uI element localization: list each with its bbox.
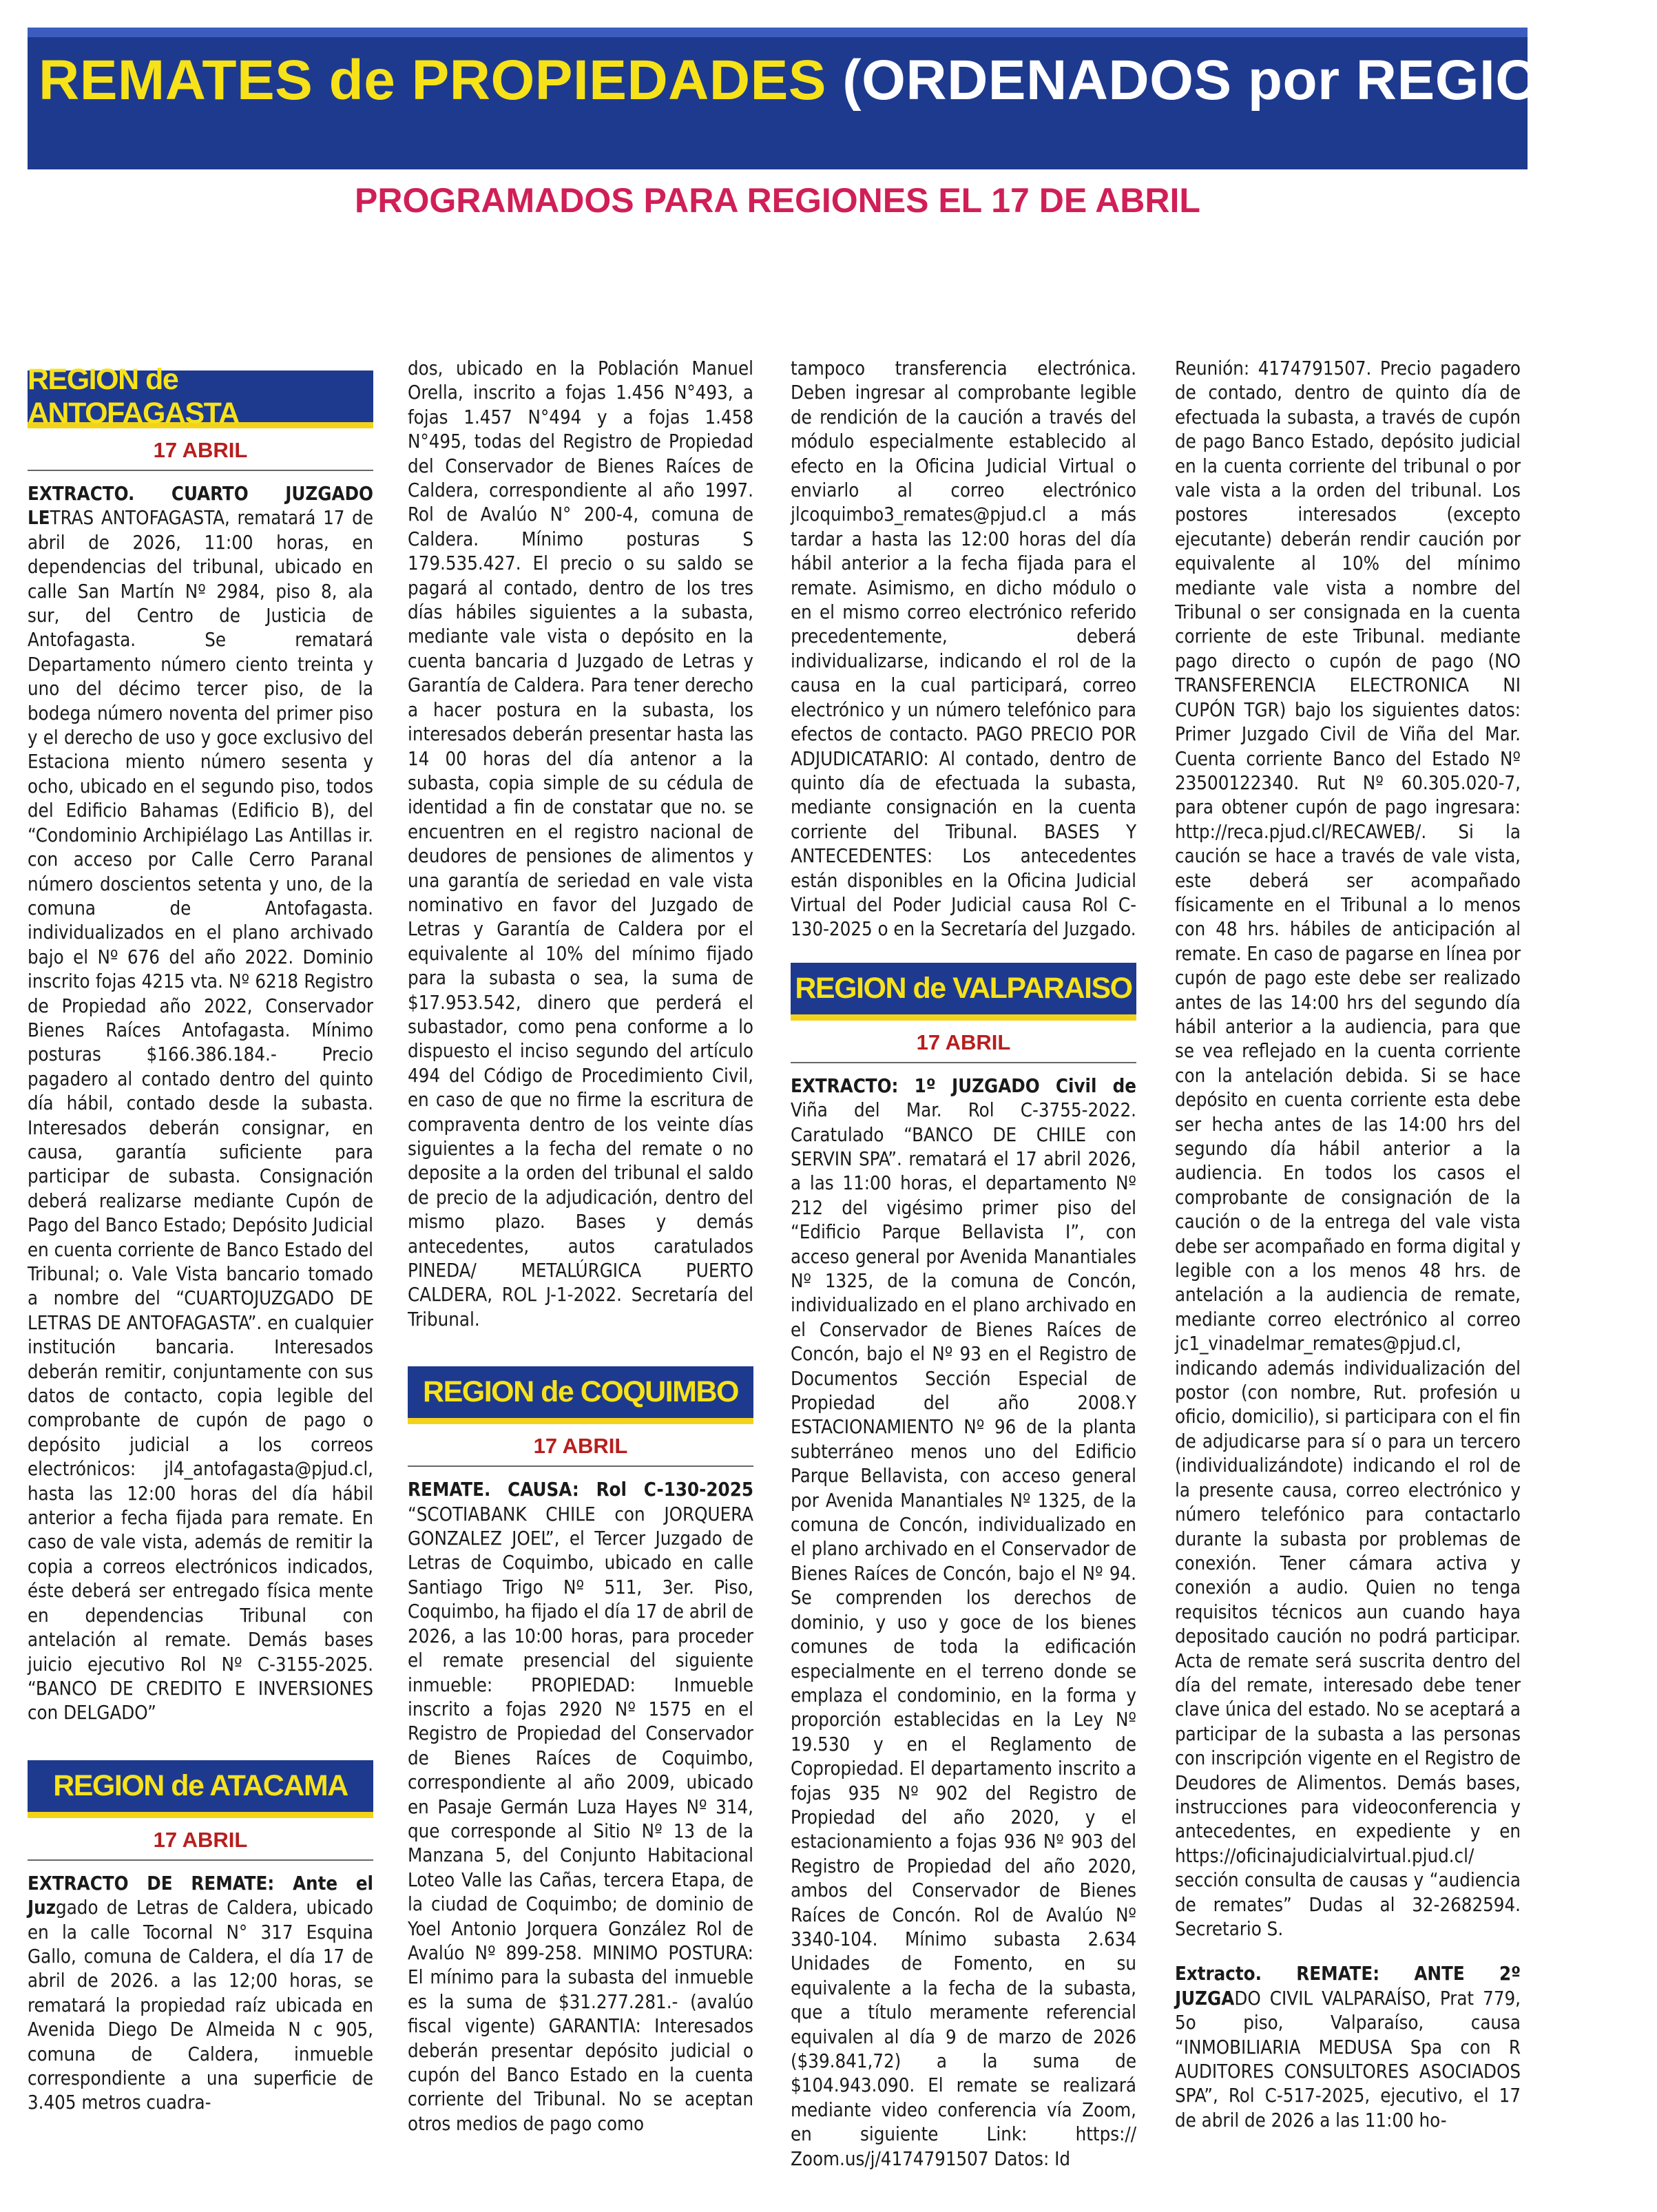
column-2 — [408, 357, 753, 2136]
notice-atacama — [28, 1872, 373, 2116]
notice-valparaiso — [791, 1074, 1136, 2171]
notice-coquimbo-continued: tampoco transferencia electrónica. Deben ingresar al comprobante legible de rendición de la caución a través del módulo especialmente establecido al efecto en la Oficina Judicial Virtual o enviarlo al correo electrónico jlcoquimbo3_remates@pjud.cl a más tardar a hasta las 12:00 horas del día hábil anterior a la fecha fijada para el remate. Asimismo, en dicho módulo o en el mismo correo electrónico referido precedentemente, deberá individualizarse, indicando el rol de la causa en la cual participará, correo electrónico y un número telefónico para efectos de contacto. PAGO PRECIO POR ADJUDICATARIO: Al contado, dentro de quinto día de efectuada la subasta, mediante consignación en la cuenta corriente del Tribunal. BASES Y ANTECEDENTES: Los antecedentes están disponibles en la Oficina Judicial Virtual del Poder Judicial causa Rol C-130-2025 o en la Secretaría del Juzgado. — [791, 358, 1136, 941]
date-row — [28, 1828, 373, 1861]
auction-date: 17 ABRIL — [533, 1434, 628, 1459]
notice-body: DO CIVIL VALPARAÍSO, Prat 779, 5o piso, Valparaíso, causa “INMOBILIARIA MEDUSA Spa con R AUDITORES CONSULTORES ASOCIADOS SPA”, Rol C-517-2025, ejecutivo, el 17 de abril de 2026 a las 11:00 ho- — [1175, 1987, 1521, 2131]
notice-lead: EXTRACTO: 1º JUZGADO Civil de — [791, 1075, 1136, 1097]
notice-body: gado de Letras de Caldera, ubicado en la calle Tocornal N° 317 Esquina Gallo, comuna de Caldera, el día 17 de abril de 2026. a las 12;00 horas, se rematará la propiedad raíz ubicada en Avenida Diego De Almeida N c 905, comuna de Caldera, inmueble correspondiente a una superficie de 3.405 metros cuadra- — [28, 1897, 373, 2114]
notice-body: Viña del Mar. Rol C-3755-2022. Caratulado “BANCO DE CHILE con SERVIN SPA”. rematará el 17 abril 2026, a las 11:00 horas, el departamento Nº 212 del vigésimo primer piso del “Edificio Parque Bellavista I”, con acceso general por Avenida Manantiales Nº 1325, de la comuna de Concón, individualizado en el plano archivado en el Conservador de Bienes Raíces de Concón, bajo el Nº 93 en el Registro de Documentos Sección Especial de Propiedad del año 2008.Y ESTACIONAMIENTO Nº 96 de la planta subterráneo menos uno del Edificio Parque Bellavista, con acceso general por Avenida Manantiales Nº 1325, de la comuna de Concón, individualizado en el plano archivado en el Conservador de Bienes Raíces de Concón, bajo el Nº 94. Se comprenden los derechos de dominio, y uso y goce de los bienes comunes de toda la edificación especialmente en el terreno donde se emplaza el condominio, en la forma y proporción establecidas en la Ley Nº 19.530 y en el Reglamento de Copropiedad. El departamento inscrito a fojas 935 Nº 902 del Registro de Propiedad del año 2020, y el estacionamiento a fojas 936 Nº 903 del Registro de Propiedad del año 2020, ambos del Conservador de Bienes Raíces de Concón. Rol de Avalúo Nº 3340-104. Mínimo subasta 2.634 Unidades de Fomento, en su equivalente a la fecha de la subasta, que a título meramente referencial equivalen al día 9 de marzo de 2026 ($39.841,72) a la suma de $104.943.090. El remate se realizará mediante video conferencia vía Zoom, en siguiente Link: https:// Zoom.us/j/4174791507 Datos: Id — [791, 1100, 1136, 2170]
auction-date: 17 ABRIL — [153, 1827, 248, 1852]
notice-lead: EXTRACTO DE REMATE: Ante el Juz — [28, 1872, 373, 1919]
page-title-part2: (ORDENADOS por REGIONES — [826, 49, 1657, 112]
page-subtitle: PROGRAMADOS PARA REGIONES EL 17 DE ABRIL — [355, 181, 1200, 220]
region-header-valparaiso — [791, 963, 1136, 1021]
auction-date: 17 ABRIL — [153, 438, 248, 462]
region-header-antofagasta — [28, 362, 373, 430]
notice-valparaiso-continued: Reunión: 4174791507. Precio pagadero de contado, dentro de quinto día de efectuada la subasta, a través de cupón de pago Banco Estado, depósito judicial en la cuenta corriente del tribunal o por vale vista a la orden del tribunal. Los postores interesados (excepto ejecutante) deberán rendir caución por equivalente al 10% del mínimo mediante vale vista a nombre del Tribunal o ser consignada en la cuenta corriente de este Tribunal. mediante pago directo o cupón de pago (NO TRANSFERENCIA ELECTRONICA NI CUPÓN TGR) bajo los siguientes datos: Primer Juzgado Civil de Viña del Mar. Cuenta corriente Banco del Estado Nº 23500122340. Rut Nº 60.305.020-7, para obtener cupón de pago ingresara: http://reca.pjud.cl/RECAWEB/. Si la caución se hace a través de vale vista, este deberá ser acompañado físicamente en el Tribunal a lo menos con 48 hrs. hábiles de anticipación al remate. En caso de pagarse en línea por cupón de pago este debe ser realizado antes de las 14:00 hrs del segundo día hábil anterior a la audiencia, para que se vea reflejado en la cuenta corriente con la antelación debida. Si se hace depósito en cuenta corriente esta debe ser hecha antes de las 14:00 hrs del segundo día hábil anterior a la audiencia. En todos los casos el comprobante de consignación de la caución o de la entrega del vale vista debe ser acompañado en forma digital y legible con a los menos 48 hrs. de antelación a la audiencia de remate, mediante correo electrónico al correo jc1_vinadelmar_remates@pjud.cl, indicando además individualización del postor (con nombre, Rut. profesión u oficio, domicilio), si participara con el fin de adjudicarse para sí o para un tercero (individualizándote) indicando el rol de la presente causa, correo electrónico y número telefónico para contactarlo durante la subasta por problemas de conexión. Tener cámara activa y conexión a audio. Quien no tenga requisitos técnicos aun cuando haya depositado caución no podrá participar. Acta de remate será suscrita dentro del día del remate, interesado debe tener clave única del estado. No se aceptará a participar de la subasta a las personas con inscripción vigente en el Registro de Deudores de Alimentos. Demás bases, instrucciones para videoconferencia y antecedentes, en expediente y en https://oficinajudicialvirtual.pjud.cl/ sección consulta de causas y “audiencia de remates” Dudas al 32-2682594. Secretario S. — [1175, 358, 1521, 1940]
notice-coquimbo — [408, 1478, 753, 2136]
region-title: REGION de VALPARAISO — [795, 971, 1132, 1005]
date-row — [28, 438, 373, 471]
region-header-coquimbo — [408, 1366, 753, 1424]
date-row — [408, 1434, 753, 1467]
region-title: REGION de ANTOFAGASTA — [28, 362, 239, 430]
notice-valparaiso-second — [1175, 1962, 1521, 2133]
auction-date: 17 ABRIL — [916, 1030, 1011, 1054]
region-title: REGION de COQUIMBO — [423, 1375, 738, 1409]
notice-body: TRAS ANTOFAGASTA, rematará 17 de abril de 2026, 11:00 horas, en dependencias del tribunal, ubicado en calle San Martín Nº 2984, piso 8, ala sur, del Centro de Justicia de Antofagasta. Se rematará Departamento número ciento treinta y uno del décimo tercer piso, de la bodega número noventa del primer piso y el derecho de uso y goce exclusivo del Estaciona miento número sesenta y ocho, ubicado en el segundo piso, todos del Edificio Bahamas (Edificio B), del “Condominio Archipiélago Las Antillas ir. con acceso por Calle Cerro Paranal número doscientos setenta y uno, de la comuna de Antofagasta. individualizados en el plano archivado bajo el Nº 676 del año 2022. Dominio inscrito fojas 4215 vta. Nº 6218 Registro de Propiedad año 2022, Conservador Bienes Raíces Antofagasta. Mínimo posturas $166.386.184.- Precio pagadero al contado dentro del quinto día hábil, contado desde la subasta. Interesados deberán consignar, en causa, garantía suficiente para participar de subasta. Consignación deberá realizarse mediante Cupón de Pago del Banco Estado; Depósito Judicial en cuenta corriente de Banco Estado del Tribunal; o. Vale Vista bancario tomado a nombre del “CUARTOJUZGADO DE LETRAS DE ANTOFAGASTA”. en cualquier institución bancaria. Interesados deberán remitir, conjuntamente con sus datos de contacto, copia legible del comprobante de cupón de pago o depósito judicial a los correos electrónicos: jl4_antofagasta@pjud.cl, hasta las 12:00 horas del día hábil anterior a fecha fijada para remate. En caso de vale vista, además de remitir la copia a correos electrónicos indicados, éste deberá ser entregado física mente en dependencias Tribunal con antelación al remate. Demás bases juicio ejecutivo Rol Nº C-3155-2025. “BANCO DE CREDITO E INVERSIONES con DELGADO” — [28, 508, 373, 1724]
notice-atacama-continued: dos, ubicado en la Población Manuel Orella, inscrito a fojas 1.456 N°493, a fojas 1.457 N°494 y a fojas 1.458 N°495, todas del Registro de Propiedad del Conservador de Bienes Raíces de Caldera, correspondiente al año 1997. Rol de Avalúo N° 200-4, comuna de Caldera. Mínimo posturas S 179.535.427. El precio o su saldo se pagará al contado, dentro de los tres días hábiles siguientes a la subasta, mediante vale vista o depósito en la cuenta bancaria d Juzgado de Letras y Garantía de Caldera. Para tener derecho a hacer postura en la subasta, los interesados deberán presentar hasta las 14 00 horas del día antenor a la subasta, copia simple de su cédula de identidad a fin de constatar que no. se encuentren en el registro nacional de deudores de pensiones de alimentos y una garantía de seriedad en vale vista nominativo en favor del Juzgado de Letras y Garantía de Caldera por el equivalente al 10% del mínimo fijado para la subasta o sea, la suma de $17.953.542, dinero que perderá el subastador, como pena conforme a lo dispuesto el inciso segundo del artículo 494 del Código de Procedimiento Civil, en caso de que no firme la escritura de compraventa dentro de los veinte días siguientes a la fecha del remate o no deposite a la orden del tribunal el saldo de precio de la adjudicación, dentro del mismo plazo. Bases y demás antecedentes, autos caratulados PINEDA/ METALÚRGICA PUERTO CALDERA, ROL J-1-2022. Secretaría del Tribunal. — [408, 358, 753, 1331]
notice-lead: Extracto. REMATE: ANTE 2º JUZGA — [1175, 1963, 1521, 2010]
notice-antofagasta — [28, 482, 373, 1726]
page-title-part1: REMATES de PROPIEDADES — [39, 49, 826, 112]
column-4 — [1175, 357, 1521, 2133]
column-3 — [791, 357, 1136, 2171]
region-title: REGION de ATACAMA — [53, 1768, 348, 1802]
date-row — [791, 1030, 1136, 1063]
region-header-atacama — [28, 1760, 373, 1818]
notice-lead: EXTRACTO. CUARTO JUZGADO LE — [28, 483, 373, 530]
notice-lead: REMATE. CAUSA: Rol C-130-2025 — [408, 1479, 753, 1501]
page-title — [39, 48, 1657, 113]
column-1 — [28, 362, 373, 2116]
notice-body: “SCOTIABANK CHILE con JORQUERA GONZALEZ JOEL”, el Tercer Juzgado de Letras de Coquimbo, ubicado en calle Santiago Trigo Nº 511, 3er. Piso, Coquimbo, ha fijado el día 17 de abril de 2026, a las 10:00 horas, para proceder el remate presencial del siguiente inmueble: PROPIEDAD: Inmueble inscrito a fojas 2920 Nº 1575 en el Registro de Propiedad del Conservador de Bienes Raíces de Coquimbo, correspondiente al año 2009, ubicado en Pasaje Germán Luza Hayes Nº 314, que corresponde al Sitio Nº 13 de la Manzana 5, del Conjunto Habitacional Loteo Valle las Cañas, tercera Etapa, de la ciudad de Coquimbo; de dominio de Yoel Antonio Jorquera González Rol de Avalúo Nº 899-258. MINIMO POSTURA: El mínimo para la subasta del inmueble es la suma de $31.277.281.- (avalúo fiscal vigente) GARANTIA: Interesados deberán presentar depósito judicial o cupón del Banco Estado en la cuenta corriente del Tribunal. No se aceptan otros medios de pago como — [408, 1503, 753, 2135]
